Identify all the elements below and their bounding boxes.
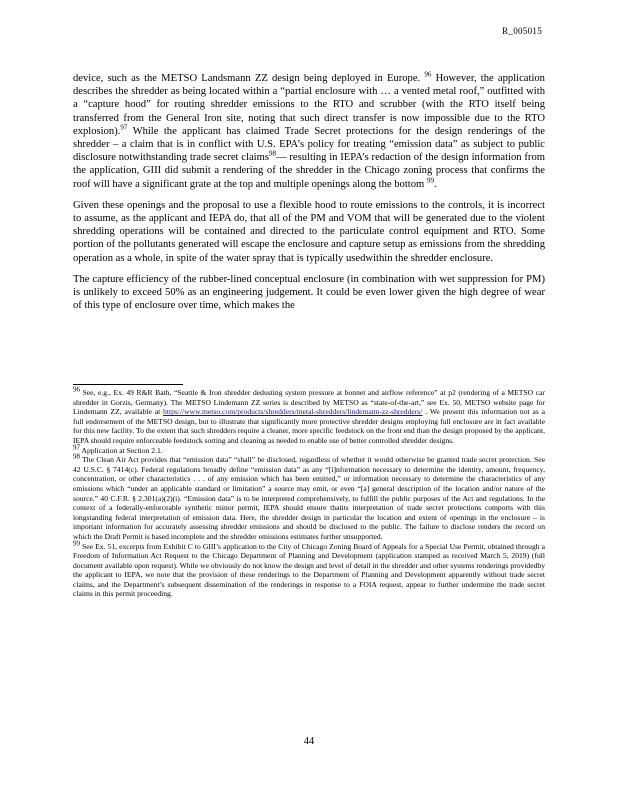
footnote-separator xyxy=(73,384,183,385)
footnote-ref-99[interactable]: 99 xyxy=(426,176,434,185)
page-number: 44 xyxy=(303,736,315,747)
footnote-text: The Clean Air Act provides that “emission data” “shall” be disclosed, regardless of whether it would otherwise be granted trade secret protection. See 42 U.S.C. § 7414(c). Federal regulations broadly define “emission data” as any “[i]nformation necessary to determine the identity, amount, frequency, concentration, or other characteristics . . . of any emission which has been emitted,” or information necessary to determine the characteristics of any emissions which “under an applicable standard or limitation” a source may emit, or even “[a] general description of the location and/or nature of the source.” 40 C.F.R. § 2.301(a)(2)(i). “Emission data” is to be interpreted comprehensively, to fulfill the public purposes of the Act and regulations. In the context of a federally-enforceable synthetic minor permit, IEPA should ensure thatits interpretation of trade secret protections comports with this longstanding federal interpretation of emission data. Here, the shredder design in particular the location and extent of openings in the enclosure – is important information for accurately assessing shredder emissions and should be disclosed to the public. The failure to disclose renders the record on which the Draft Permit is based incomplete and the shredder emissions estimates further unsupported. xyxy=(73,455,545,541)
body-text xyxy=(73,72,545,320)
footnote-number: 96 xyxy=(73,385,80,394)
footnote-96 xyxy=(73,385,545,446)
footnote-99 xyxy=(73,538,545,600)
paragraph-1-text-d: — resulting in IEPA’s redaction of the design information from the application, GIII did submit a rendering of the shredder in the Chicago zoning process that confirms the roof will have a significant grate at the top and multiple openings along the bottom xyxy=(73,152,545,190)
footnote-number: 99 xyxy=(73,538,80,547)
footnote-ref-98[interactable]: 98 xyxy=(268,149,276,158)
paragraph-1-text-b: However, the application describes the shredder as being located within a “partial enclosure with … a vented metal roof,” outfitted with a “capture hood” for routing shredder emissions to the RTO and scrubber (with the RTO itself being transferred from the General Iron site, noting that such direct transfer is now impossible due to the RTO explosion). xyxy=(73,73,545,137)
footnote-text-cont: . We present this information not as a full endorsement of the METSO design, but to illustrate that significantly more protective shredder designs employing full enclosure are in fact available for this new facility. To the extent that such shredders require a cleaner, more specific feedstock on the front end than the design proposed by the applicant, IEPA should require enforceable feedstock sorting and cleaning as needed to enable use of better controlled shredder designs. xyxy=(73,407,545,445)
paragraph-1-text-e: . xyxy=(433,178,437,190)
bates-number: R_005015 xyxy=(502,26,542,36)
footnote-98 xyxy=(73,452,545,541)
footnote-ref-96[interactable]: 96 xyxy=(424,70,432,79)
metso-link[interactable]: https://www.metso.com/products/shredders/metal-shredders/lindemann-zz-shredders/ xyxy=(163,407,423,417)
footnote-97 xyxy=(73,443,545,456)
paragraph-1 xyxy=(73,72,545,191)
footnote-number: 97 xyxy=(73,443,80,452)
paragraph-1-text-a: device, such as the METSO Landsmann ZZ design being deployed in Europe. xyxy=(73,73,425,84)
paragraph-1-text-c: While the applicant has claimed Trade Secret protections for the design renderings of the shredder – a claim that is in conflict with U.S. EPA’s policy for treating “emission data” as subject to public disclosure notwithstanding trade secret claims xyxy=(73,125,545,164)
footnote-text: See Ex. 51, excerpts from Exhibit C to GIII’s application to the City of Chicago Zoning Board of Appeals for a Special Use Permit, obtained through a Freedom of Information Act Request to the Chicago Department of Planning and Development (application stamped as received March 5, 2019) (full document available upon request). While we obviously do not know the design and level of detail in the shredder and other systems renderings providedby the applicant to IEPA, we note that the provision of these renderings to the Department of Planning and Development apparently without trade secret claims, and the Department’s subsequent dissemination of the renderings in response to a FOIA request, appear to further undermine the trade secret claims in this permit proceeding. xyxy=(73,541,545,599)
footnote-text: See, e.g., Ex. 49 R&R Bath, “Seattle & Iron shredder dedusting system pressure at bonnet and airflow reference” at p2 (rendering of a METSO car shredder in Gorzis, Germany). The METSO Lindemann ZZ series is described by METSO as “state-of-the-art,” see Ex. 50, METSO website page for Lindemann ZZ, available at xyxy=(73,388,545,417)
footnote-number: 98 xyxy=(73,452,80,461)
paragraph-3: The capture efficiency of the rubber-lined conceptual enclosure (in combination with wet suppression for PM) is unlikely to exceed 50% as an engineering judgement. It could be even lower given the high degree of wear of this type of enclosure over time, which makes the xyxy=(73,273,545,312)
footnote-ref-97[interactable]: 97 xyxy=(120,123,128,132)
paragraph-2: Given these openings and the proposal to use a flexible hood to route emissions to the controls, it is incorrect to assume, as the applicant and IEPA do, that all of the PM and VOM that will be generated due to the violent shredding operations will be contained and directed to the particulate control equipment and RTO. Some portion of the pollutants generated will escape the enclosure and capture setup as emissions from the shredding operation as a whole, in spite of the water spray that is typically usedwithin the shredder enclosure. xyxy=(73,199,545,264)
footnote-text: Application at Section 2.1. xyxy=(80,445,163,455)
footnotes xyxy=(73,385,545,599)
